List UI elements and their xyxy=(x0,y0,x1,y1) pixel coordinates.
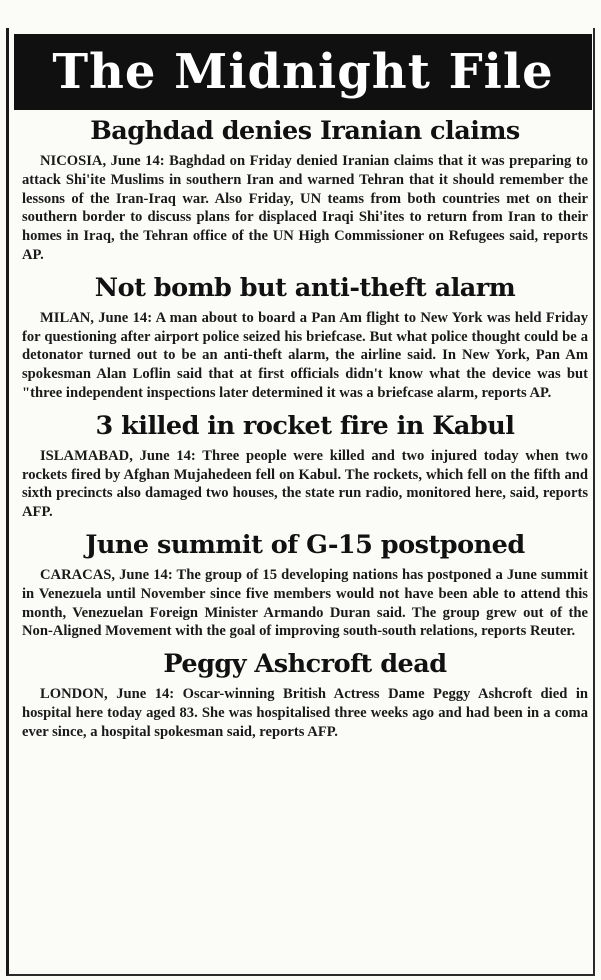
story-headline: Not bomb but anti-theft alarm xyxy=(94,272,516,303)
story-list xyxy=(22,114,588,748)
story-headline: Peggy Ashcroft dead xyxy=(163,649,447,680)
section-title: The Midnight File xyxy=(52,44,554,100)
story-body: MILAN, June 14: A man about to board a Pan Am flight to New York was held Friday for questioning after airport police seized his briefcase. But what police thought could be a detonator turned out to be an anti-theft alarm, the airline said. In New York, Pan Am spokesman Alan Loflin said that at first officials didn't know what the device was but "three independent inspections later determined it was a briefcase alarm, reports AP. xyxy=(22,309,588,401)
story-headline: 3 killed in rocket fire in Kabul xyxy=(95,410,515,441)
story-g15-summit xyxy=(22,528,588,641)
story-body: LONDON, June 14: Oscar-winning British Actress Dame Peggy Ashcroft died in hospital here today aged 83. She was hospitalised three weeks ago and had been in a coma ever since, a hospital spokesman said, reports AFP. xyxy=(22,686,588,740)
story-body: NICOSIA, June 14: Baghdad on Friday denied Iranian claims that it was preparing to attack Shi'ite Muslims in southern Iran and warned Tehran that it should remember the lessons of the Iran-Iraq war. Also Friday, UN teams from both countries met on their southern border to discuss plans for displaced Iraqi Shi'ites to return from Iran to their homes in Iraq, the Tehran office of the UN High Commissioner on Refugees said, reports AP. xyxy=(22,153,588,263)
section-banner xyxy=(14,34,592,110)
story-body: CARACAS, June 14: The group of 15 developing nations has postponed a June summit in Venezuela until November since five members would not have been able to attend this month, Venezuelan Foreign Minister Armando Duran said. The group grew out of the Non-Aligned Movement with the goal of improving south-south relations, reports Reuter. xyxy=(22,566,588,640)
story-body: ISLAMABAD, June 14: Three people were killed and two injured today when two rockets fired by Afghan Mujahedeen fell on Kabul. The rockets, which fell on the fifth and sixth precincts also damaged two houses, the state run radio, monitored here, said, reports AFP. xyxy=(22,447,588,521)
story-peggy-ashcroft xyxy=(22,647,588,741)
story-headline: June summit of G-15 postponed xyxy=(85,529,525,560)
story-anti-theft-alarm xyxy=(22,271,588,403)
story-headline: Baghdad denies Iranian claims xyxy=(90,116,520,146)
story-baghdad xyxy=(22,114,588,265)
story-kabul-rockets xyxy=(22,409,588,522)
